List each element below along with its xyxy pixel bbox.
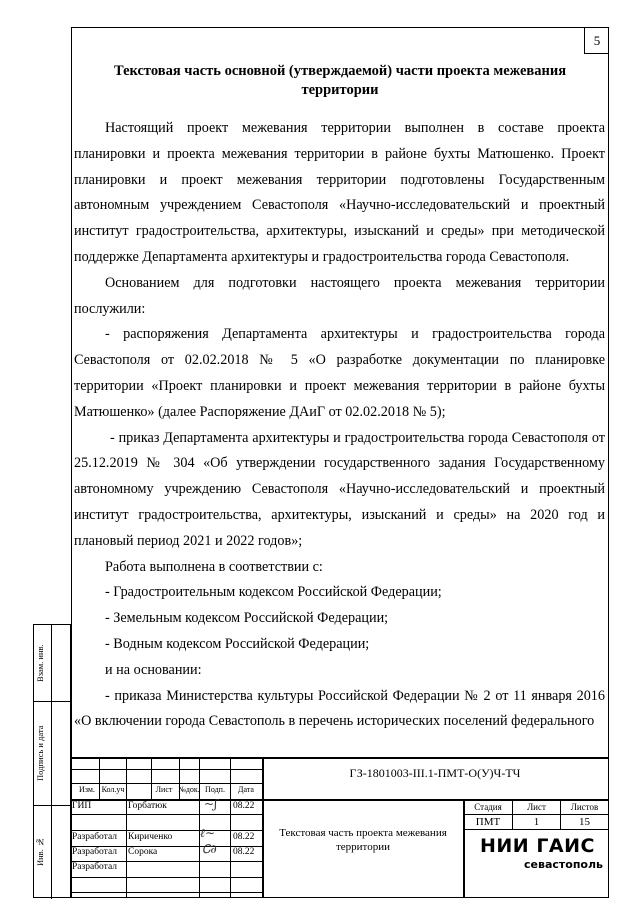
document-name: Текстовая часть проекта межевания территории xyxy=(279,827,447,853)
paragraph: - приказа Министерства культуры Российской Федерации № 2 от 11 января 2016 «О включении города Севастополь в перечень исторических поселений федерального xyxy=(74,687,605,730)
list-item: - Водным кодексом Российской Федерации; xyxy=(105,635,370,652)
row-role: Разработал xyxy=(72,862,117,872)
sheets-value: 15 xyxy=(579,816,590,828)
paragraph: Основанием для подготовки настоящего проекта межевания территории послужили: xyxy=(74,274,605,317)
row-date: 08.22 xyxy=(233,832,255,842)
sheet-label: Лист xyxy=(527,802,546,812)
side-stamp xyxy=(33,624,71,898)
logo-main: НИИ ГАИС xyxy=(480,835,595,857)
paragraph: - приказ Департамента архитектуры и градостроительства города Севастополя от 25.12.2019 № 304 «Об утверждении государственного задания Государственному автономному учреждению Севастополя «Научно-исследовательский и проектный институт градостроительства, архитектуры, изысканий и среды» на 2020 год и плановый период 2021 и 2022 годов»; xyxy=(74,429,605,549)
page-number: 5 xyxy=(584,27,609,54)
document-code: ГЗ-1801003-III.1-ПМТ-О(У)Ч-ТЧ xyxy=(349,766,521,780)
header-kol-uch: Кол.уч xyxy=(101,785,125,794)
row-date: 08.22 xyxy=(233,801,255,811)
list-item: - Градостроительным кодексом Российской Федерации; xyxy=(105,584,442,601)
row-role: ГИП xyxy=(72,801,92,811)
inv-no-label: Инв. № xyxy=(35,837,45,867)
header-ndok: №док. xyxy=(178,785,200,794)
header-izm: Изм. xyxy=(79,785,95,794)
paragraph: и на основании: xyxy=(105,661,202,678)
signature-image: ℓ∼ xyxy=(200,826,216,840)
header-podp: Подп. xyxy=(205,785,225,794)
vzam-inv-label: Взам. инв. xyxy=(35,644,45,682)
row-name: Горбатюк xyxy=(128,801,167,811)
signature-image: ~ʃ xyxy=(204,797,218,811)
paragraph: - распоряжения Департамента архитектуры и градостроительства города Севастополя от 02.02.2018 № 5 «О разработке документации по планировке территории «Проект планировки и проект межевания территории в районе бухты Матюшенко» (далее Распоряжение ДАиГ от 02.02.2018 № 5); xyxy=(74,326,605,420)
document-title: Текстовая часть основной (утверждаемой) части проекта межевания территории xyxy=(113,63,567,98)
stage-label: Стадия xyxy=(474,802,502,812)
signature-image: Ꮯ∂ xyxy=(202,842,217,856)
paragraph: Работа выполнена в соответствии с: xyxy=(105,558,323,575)
document-body xyxy=(74,116,605,735)
stage-value: ПМТ xyxy=(475,816,501,828)
row-name: Сорока xyxy=(128,847,158,857)
logo-sub: севастополь xyxy=(524,858,603,871)
row-role: Разработал xyxy=(72,832,117,842)
row-role: Разработал xyxy=(72,847,117,857)
sheet-value: 1 xyxy=(533,816,540,828)
header-data: Дата xyxy=(238,785,254,794)
row-name: Кириченко xyxy=(128,832,173,842)
list-item: - Земельным кодексом Российской Федерации; xyxy=(105,610,389,627)
header-list: Лист xyxy=(155,785,173,794)
paragraph: Настоящий проект межевания территории выполнен в составе проекта планировки и проекта межевания территории в районе бухты Матюшенко. Проект планировки и проект межевания территории подготовлены Государственным автономным учреждением Севастополя «Научно-исследовательский и проектный институт градостроительства, архитектуры, изысканий и среды» при методической поддержке Департамента архитектуры и градостроительства города Севастополя. xyxy=(74,120,605,265)
row-date: 08.22 xyxy=(233,847,255,857)
sheets-label: Листов xyxy=(570,802,599,812)
podpis-data-label: Подпись и дата xyxy=(35,725,45,781)
